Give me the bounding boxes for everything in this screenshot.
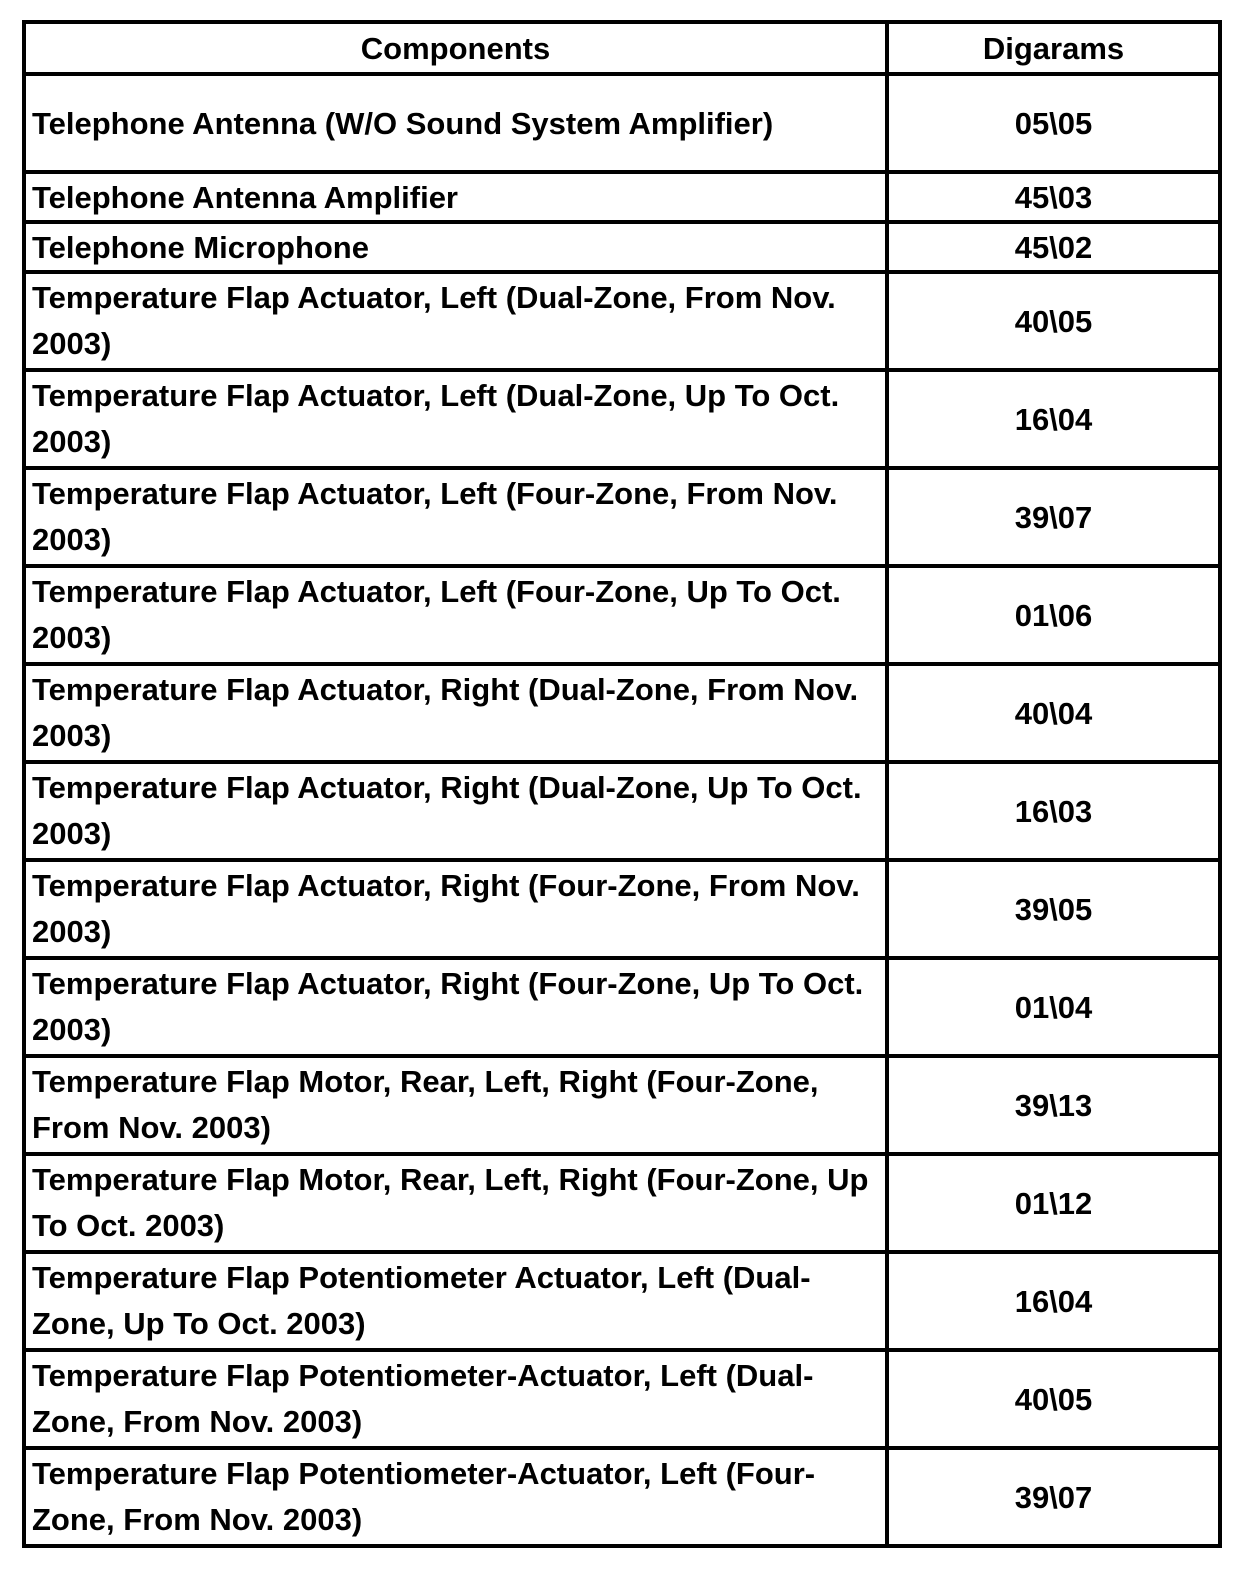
- component-cell: Temperature Flap Actuator, Left (Four-Zone, Up To Oct. 2003): [24, 566, 887, 664]
- components-table: [22, 20, 1222, 1548]
- diagram-cell: 39\05: [887, 860, 1220, 958]
- components-table-container: [22, 20, 1218, 1548]
- table-row: [24, 958, 1220, 1056]
- table-header-row: [24, 22, 1220, 74]
- diagram-cell: 16\04: [887, 1252, 1220, 1350]
- component-cell: Telephone Antenna Amplifier: [24, 172, 887, 222]
- table-row: [24, 860, 1220, 958]
- table-row: [24, 762, 1220, 860]
- table-row: [24, 1056, 1220, 1154]
- diagram-cell: 39\07: [887, 468, 1220, 566]
- table-row: [24, 566, 1220, 664]
- component-cell: Temperature Flap Motor, Rear, Left, Right (Four-Zone, Up To Oct. 2003): [24, 1154, 887, 1252]
- table-row: [24, 1350, 1220, 1448]
- diagram-cell: 39\13: [887, 1056, 1220, 1154]
- diagram-cell: 16\04: [887, 370, 1220, 468]
- diagram-cell: 01\06: [887, 566, 1220, 664]
- component-cell: Temperature Flap Actuator, Left (Four-Zone, From Nov. 2003): [24, 468, 887, 566]
- diagram-cell: 40\05: [887, 272, 1220, 370]
- diagram-cell: 05\05: [887, 74, 1220, 172]
- component-cell: Temperature Flap Actuator, Right (Four-Zone, From Nov. 2003): [24, 860, 887, 958]
- table-row: [24, 1448, 1220, 1546]
- table-row: [24, 664, 1220, 762]
- table-row: [24, 74, 1220, 172]
- table-row: [24, 272, 1220, 370]
- component-cell: Temperature Flap Potentiometer-Actuator, Left (Four-Zone, From Nov. 2003): [24, 1448, 887, 1546]
- component-cell: Temperature Flap Potentiometer Actuator, Left (Dual-Zone, Up To Oct. 2003): [24, 1252, 887, 1350]
- component-cell: Temperature Flap Actuator, Right (Dual-Zone, Up To Oct. 2003): [24, 762, 887, 860]
- component-cell: Temperature Flap Motor, Rear, Left, Right (Four-Zone, From Nov. 2003): [24, 1056, 887, 1154]
- components-column-header: Components: [24, 22, 887, 74]
- component-cell: Temperature Flap Potentiometer-Actuator, Left (Dual-Zone, From Nov. 2003): [24, 1350, 887, 1448]
- table-row: [24, 222, 1220, 272]
- table-row: [24, 468, 1220, 566]
- diagram-cell: 01\12: [887, 1154, 1220, 1252]
- component-cell: Temperature Flap Actuator, Right (Dual-Zone, From Nov. 2003): [24, 664, 887, 762]
- diagram-cell: 45\02: [887, 222, 1220, 272]
- component-cell: Telephone Antenna (W/O Sound System Amplifier): [24, 74, 887, 172]
- table-row: [24, 1154, 1220, 1252]
- table-row: [24, 370, 1220, 468]
- component-cell: Temperature Flap Actuator, Right (Four-Zone, Up To Oct. 2003): [24, 958, 887, 1056]
- diagram-cell: 40\05: [887, 1350, 1220, 1448]
- component-cell: Telephone Microphone: [24, 222, 887, 272]
- table-row: [24, 1252, 1220, 1350]
- diagram-cell: 45\03: [887, 172, 1220, 222]
- component-cell: Temperature Flap Actuator, Left (Dual-Zone, Up To Oct. 2003): [24, 370, 887, 468]
- diagram-cell: 40\04: [887, 664, 1220, 762]
- diagram-cell: 16\03: [887, 762, 1220, 860]
- diagram-cell: 01\04: [887, 958, 1220, 1056]
- diagram-cell: 39\07: [887, 1448, 1220, 1546]
- component-cell: Temperature Flap Actuator, Left (Dual-Zone, From Nov. 2003): [24, 272, 887, 370]
- table-row: [24, 172, 1220, 222]
- diagrams-column-header: Digarams: [887, 22, 1220, 74]
